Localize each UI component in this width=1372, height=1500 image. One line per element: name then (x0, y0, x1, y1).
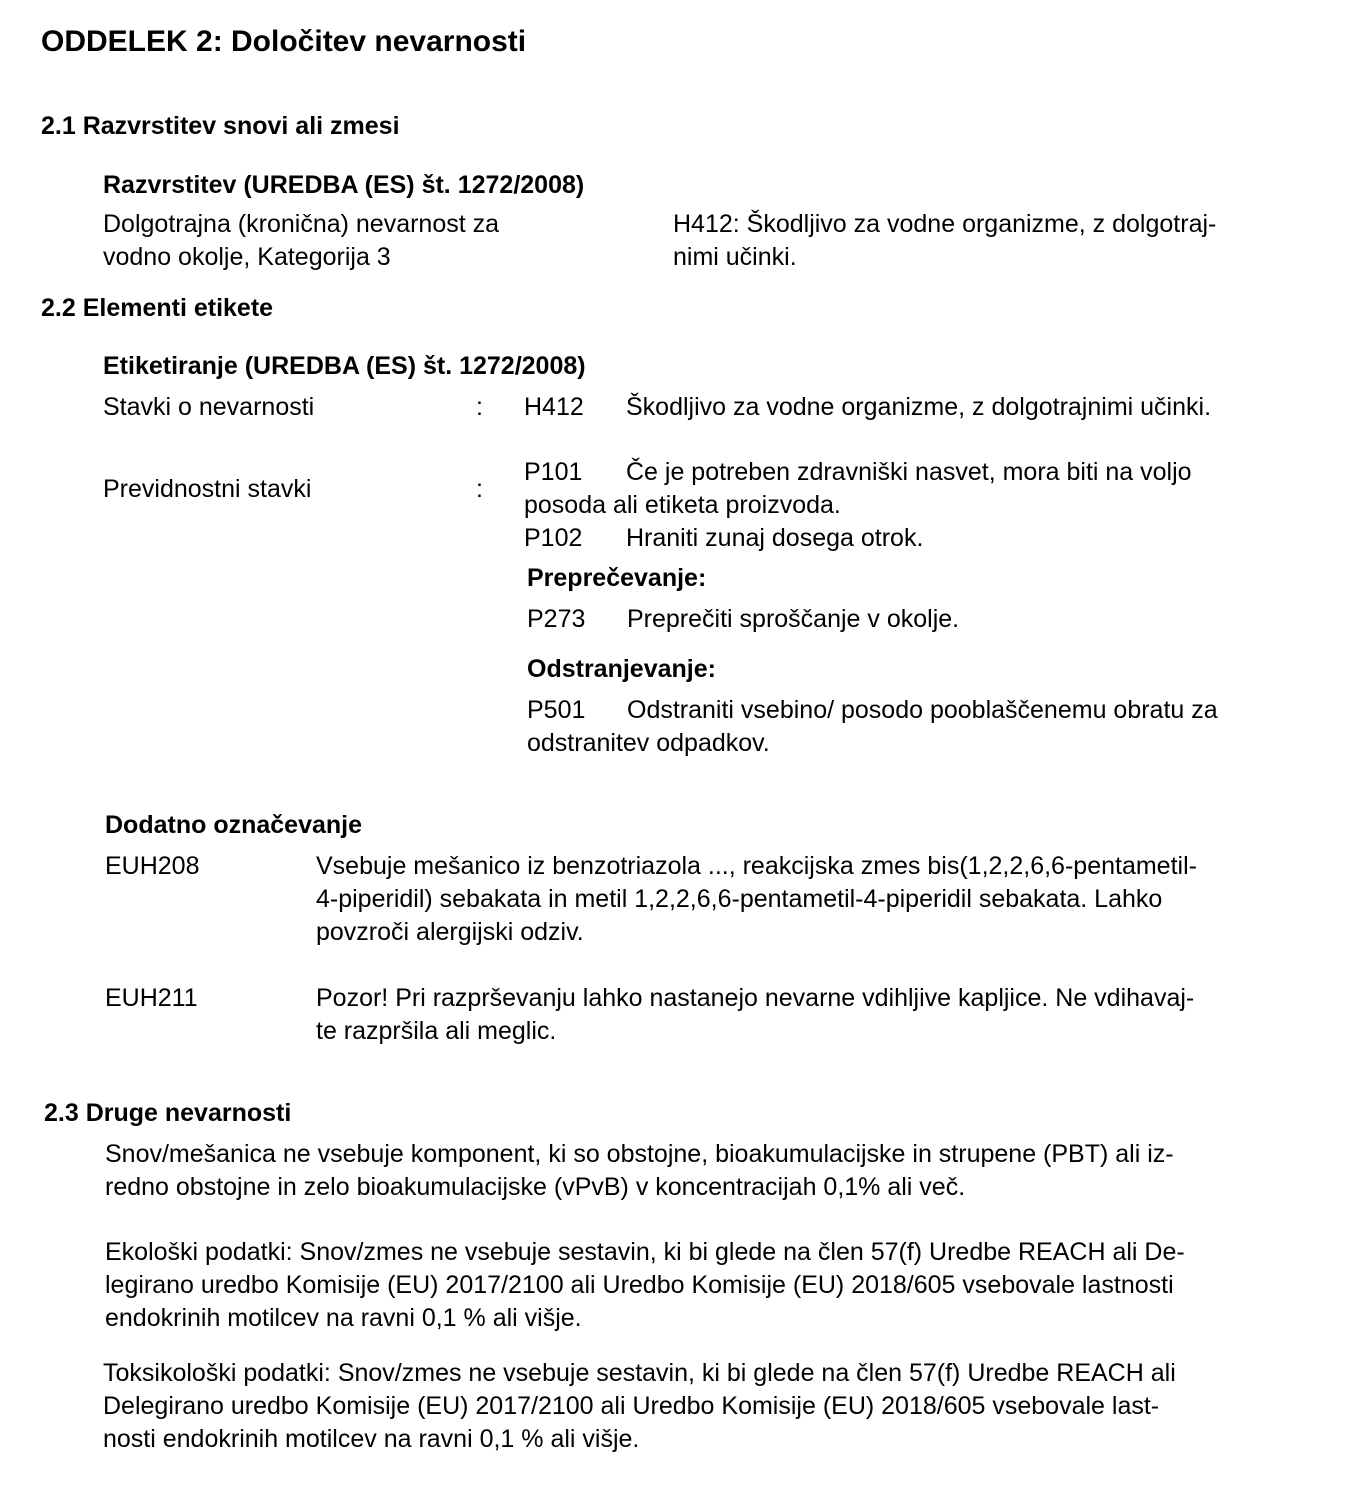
p101-text-line-1: Če je potreben zdravniški nasvet, mora biti na voljo (626, 458, 1192, 486)
ecological-paragraph-line-2: legirano uredbo Komisije (EU) 2017/2100 ali Uredbo Komisije (EU) 2018/605 vsebovale lastnosti (105, 1271, 1174, 1299)
hazard-statement-line-2: nimi učinki. (673, 243, 797, 271)
euh211-text-line-1: Pozor! Pri razprševanju lahko nastanejo nevarne vdihljive kapljice. Ne vdihavaj- (316, 984, 1195, 1012)
p101-text-line-2: posoda ali etiketa proizvoda. (524, 491, 841, 519)
labelling-subheading: Etiketiranje (UREDBA (ES) št. 1272/2008) (103, 352, 586, 380)
euh211-code: EUH211 (105, 984, 198, 1012)
pbt-paragraph-line-2: redno obstojne in zelo bioakumulacijske (vPvB) v koncentracijah 0,1% ali več. (105, 1173, 966, 1201)
section-2-3-heading: 2.3 Druge nevarnosti (44, 1099, 292, 1127)
pbt-paragraph-line-1: Snov/mešanica ne vsebuje komponent, ki so obstojne, bioakumulacijske in strupene (PBT) ali iz- (105, 1140, 1174, 1168)
toxicological-paragraph-line-2: Delegirano uredbo Komisije (EU) 2017/2100 ali Uredbo Komisije (EU) 2018/605 vsebovale last- (103, 1392, 1160, 1420)
classification-line-1: Dolgotrajna (kronična) nevarnost za (103, 210, 500, 238)
p273-text: Preprečiti sproščanje v okolje. (627, 605, 960, 633)
euh208-text-line-2: 4-piperidil) sebakata in metil 1,2,2,6,6-pentametil-4-piperidil sebakata. Lahko (316, 885, 1163, 913)
prevention-heading: Preprečevanje: (527, 564, 707, 592)
hazard-statement-line-1: H412: Škodljivo za vodne organizme, z dolgotraj- (673, 210, 1217, 238)
h412-code: H412 (524, 393, 584, 421)
section-2-2-heading: 2.2 Elementi etikete (41, 294, 274, 322)
euh208-text-line-1: Vsebuje mešanico iz benzotriazola ..., reakcijska zmes bis(1,2,2,6,6-pentametil- (316, 852, 1197, 880)
supplemental-labelling-heading: Dodatno označevanje (105, 811, 362, 839)
p501-text-line-1: Odstraniti vsebino/ posodo pooblaščenemu obratu za (627, 696, 1218, 724)
ecological-paragraph-line-3: endokrinih motilcev na ravni 0,1 % ali višje. (105, 1304, 582, 1332)
hazard-statements-label: Stavki o nevarnosti (103, 393, 315, 421)
precautionary-statements-label: Previdnostni stavki (103, 475, 312, 503)
toxicological-paragraph-line-3: nosti endokrinih motilcev na ravni 0,1 % ali višje. (103, 1425, 640, 1453)
p273-code: P273 (527, 605, 586, 633)
euh211-text-line-2: te razpršila ali meglic. (316, 1017, 557, 1045)
classification-subheading: Razvrstitev (UREDBA (ES) št. 1272/2008) (103, 171, 585, 199)
euh208-code: EUH208 (105, 852, 200, 880)
p501-text-line-2: odstranitev odpadkov. (527, 729, 770, 757)
disposal-heading: Odstranjevanje: (527, 655, 716, 683)
euh208-text-line-3: povzroči alergijski odziv. (316, 918, 584, 946)
p501-code: P501 (527, 696, 586, 724)
p102-text: Hraniti zunaj dosega otrok. (626, 524, 924, 552)
toxicological-paragraph-line-1: Toksikološki podatki: Snov/zmes ne vsebuje sestavin, ki bi glede na člen 57(f) Uredbe REACH ali (103, 1359, 1176, 1387)
classification-line-2: vodno okolje, Kategorija 3 (103, 243, 391, 271)
hazard-statements-colon: : (476, 393, 483, 421)
section-2-1-heading: 2.1 Razvrstitev snovi ali zmesi (41, 112, 400, 140)
section-title: ODDELEK 2: Določitev nevarnosti (41, 25, 527, 58)
p101-code: P101 (524, 458, 583, 486)
precautionary-statements-colon: : (476, 475, 483, 503)
h412-text: Škodljivo za vodne organizme, z dolgotrajnimi učinki. (626, 393, 1212, 421)
p102-code: P102 (524, 524, 583, 552)
ecological-paragraph-line-1: Ekološki podatki: Snov/zmes ne vsebuje sestavin, ki bi glede na člen 57(f) Uredbe REACH ali De- (105, 1238, 1185, 1266)
